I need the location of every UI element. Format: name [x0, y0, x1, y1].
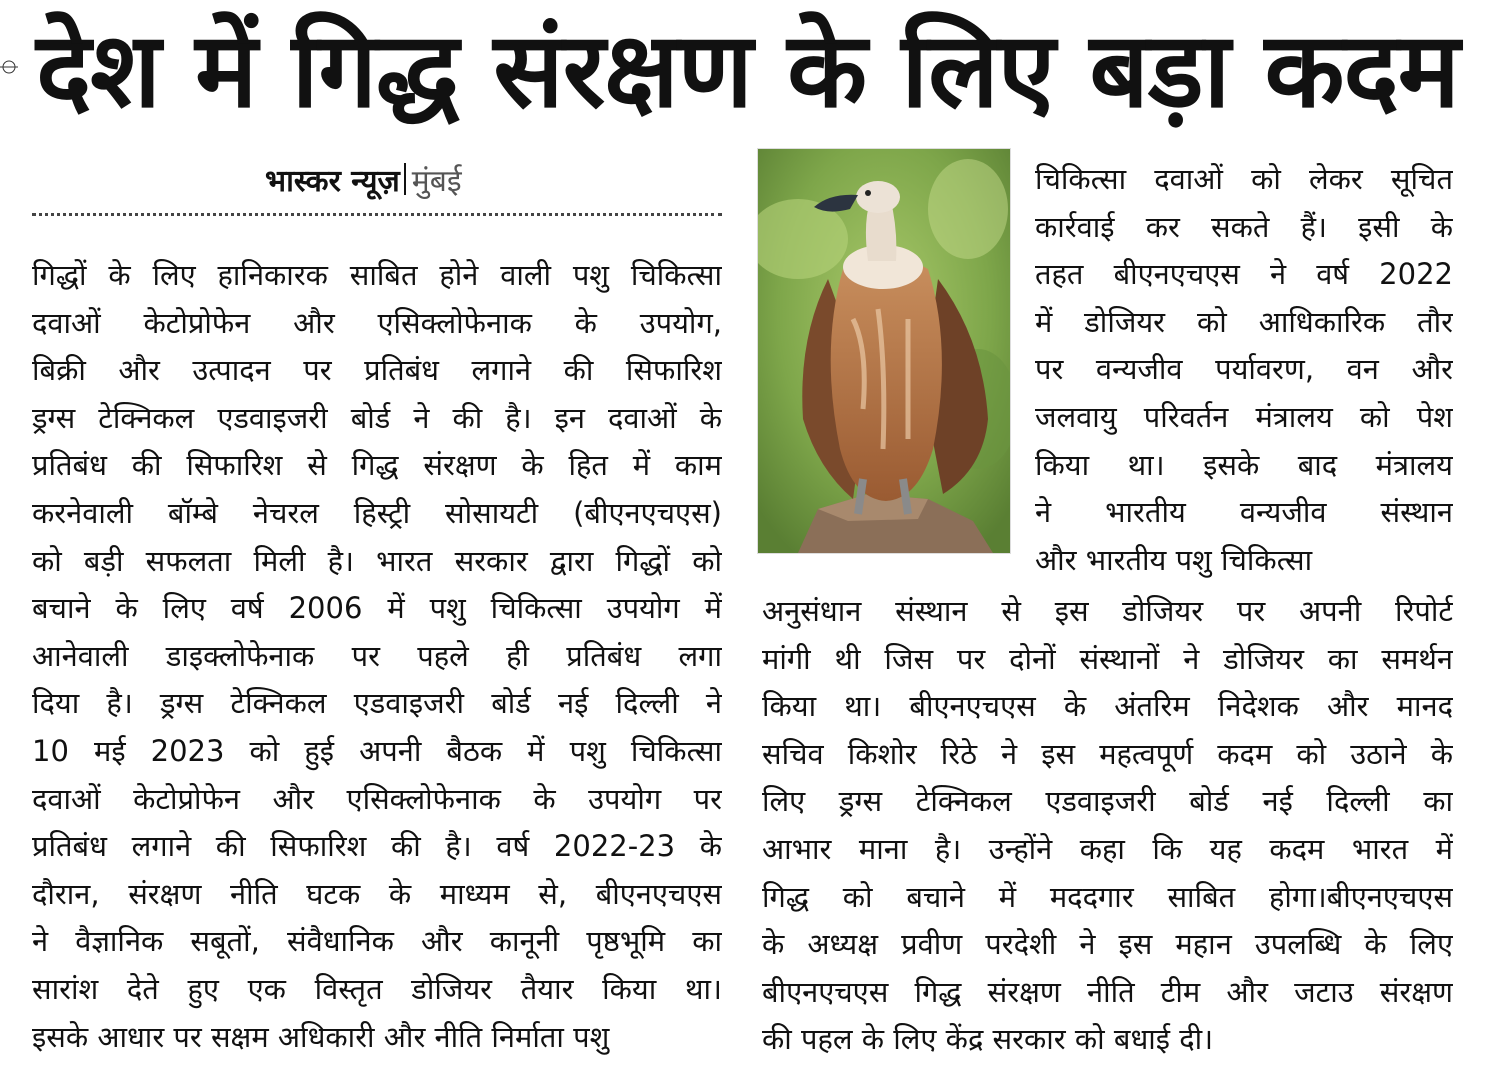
text-line	[32, 871, 722, 919]
text-line	[1035, 394, 1453, 442]
headline: देश में गिद्ध संरक्षण के लिए बड़ा कदम	[36, 9, 1459, 131]
text-line-content: ने भारतीय वन्यजीव संस्थान	[1035, 495, 1453, 530]
vulture-photo	[757, 148, 1011, 554]
text-line-content: आभार माना है। उन्होंने कहा कि यह कदम भारत में	[762, 831, 1453, 866]
byline-agency: भास्कर न्यूज़	[265, 164, 400, 199]
article-column-right-top	[1035, 156, 1453, 584]
text-line	[32, 347, 722, 395]
byline-separator	[404, 163, 406, 195]
vulture-illustration	[758, 149, 1010, 553]
text-line	[1035, 489, 1453, 537]
text-line-content: इसके आधार पर सक्षम अधिकारी और नीति निर्माता पशु	[32, 1019, 610, 1054]
text-line	[762, 874, 1453, 922]
text-line-content: बीएनएचएस गिद्ध संरक्षण नीति टीम और जटाउ संरक्षण	[762, 974, 1453, 1009]
text-line-content: और भारतीय पशु चिकित्सा	[1035, 542, 1313, 577]
text-line-content: प्रतिबंध लगाने की सिफारिश की है। वर्ष 2022-23 के	[32, 829, 722, 864]
text-line-content: गिद्ध को बचाने में मददगार साबित होगा।बीएनएचएस	[762, 879, 1453, 914]
text-line-content: ड्रग्स टेक्निकल एडवाइजरी बोर्ड ने की है। इन दवाओं के	[32, 400, 722, 435]
text-line-content: चिकित्सा दवाओं को लेकर सूचित	[1035, 162, 1453, 196]
text-line-content: दवाओं केटोप्रोफेन और एसिक्लोफेनाक के उपयोग पर	[32, 781, 722, 816]
text-line	[1035, 442, 1453, 490]
text-line	[32, 1014, 722, 1062]
text-line-content: की पहल के लिए केंद्र सरकार को बधाई दी।	[762, 1022, 1214, 1057]
text-line-content: किया था। इसके बाद मंत्रालय	[1035, 447, 1453, 482]
text-line	[762, 1016, 1453, 1064]
text-line-content: कार्रवाई कर सकते हैं। इसी के	[1035, 209, 1453, 244]
text-line-content: ने वैज्ञानिक सबूतों, संवैधानिक और कानूनी पृष्ठभूमि का	[32, 924, 722, 959]
text-line-content: लिए ड्रग्स टेक्निकल एडवाइजरी बोर्ड नई दिल्ली का	[762, 784, 1453, 819]
text-line-content: बचाने के लिए वर्ष 2006 में पशु चिकित्सा उपयोग में	[32, 591, 722, 626]
text-line-content: के अध्यक्ष प्रवीण परदेशी ने इस महान उपलब्धि के लिए	[762, 927, 1453, 962]
byline-city: मुंबई	[411, 164, 462, 199]
text-line	[32, 728, 722, 776]
text-line	[32, 823, 722, 871]
text-line	[1035, 299, 1453, 347]
text-line	[1035, 251, 1453, 299]
text-line	[762, 826, 1453, 874]
text-line	[32, 633, 722, 681]
text-line-content: दौरान, संरक्षण नीति घटक के माध्यम से, बीएनएचएस	[32, 876, 722, 911]
article-column-left	[32, 252, 722, 1061]
dotted-divider	[32, 213, 722, 216]
text-line-content: प्रतिबंध की सिफारिश से गिद्ध संरक्षण के हित में काम	[32, 448, 722, 483]
text-line	[1035, 537, 1453, 585]
text-line	[32, 966, 722, 1014]
text-line	[762, 588, 1453, 636]
text-line	[32, 918, 722, 966]
text-line-content: गिद्धों के लिए हानिकारक साबित होने वाली पशु चिकित्सा	[32, 258, 722, 292]
text-line-content: तहत बीएनएचएस ने वर्ष 2022	[1035, 257, 1453, 292]
text-line	[1035, 204, 1453, 252]
text-line	[32, 395, 722, 443]
text-line-content: को बड़ी सफलता मिली है। भारत सरकार द्वारा गिद्धों को	[32, 543, 722, 578]
text-line	[1035, 156, 1453, 204]
text-line-content: पर वन्यजीव पर्यावरण, वन और	[1035, 352, 1453, 387]
text-line	[32, 300, 722, 348]
text-line-content: दवाओं केटोप्रोफेन और एसिक्लोफेनाक के उपयोग,	[32, 305, 722, 340]
text-line	[32, 442, 722, 490]
text-line-content: 10 मई 2023 को हुई अपनी बैठक में पशु चिकित्सा	[32, 733, 722, 768]
text-line-content: आनेवाली डाइक्लोफेनाक पर पहले ही प्रतिबंध लगा	[32, 638, 722, 673]
text-line	[762, 778, 1453, 826]
text-line	[32, 680, 722, 728]
text-line-content: सचिव किशोर रिठे ने इस महत्वपूर्ण कदम को उठाने के	[762, 736, 1453, 771]
text-line	[32, 490, 722, 538]
text-line-content: मांगी थी जिस पर दोनों संस्थानों ने डोजियर का समर्थन	[762, 641, 1453, 676]
text-line	[762, 636, 1453, 684]
crop-mark-icon	[0, 58, 18, 76]
text-line	[32, 776, 722, 824]
byline	[265, 162, 462, 202]
text-line	[32, 585, 722, 633]
text-line	[762, 969, 1453, 1017]
article-column-right-bottom	[762, 588, 1453, 1064]
text-line	[762, 921, 1453, 969]
text-line-content: किया था। बीएनएचएस के अंतरिम निदेशक और मानद	[762, 689, 1453, 724]
text-line	[762, 731, 1453, 779]
text-line	[1035, 346, 1453, 394]
text-line-content: बिक्री और उत्पादन पर प्रतिबंध लगाने की सिफारिश	[32, 353, 722, 388]
text-line	[762, 683, 1453, 731]
text-line-content: सारांश देते हुए एक विस्तृत डोजियर तैयार किया था।	[32, 971, 722, 1006]
text-line-content: में डोजियर को आधिकारिक तौर	[1035, 304, 1453, 339]
text-line-content: करनेवाली बॉम्बे नेचरल हिस्ट्री सोसायटी (बीएनएचएस)	[32, 495, 722, 530]
text-line-content: अनुसंधान संस्थान से इस डोजियर पर अपनी रिपोर्ट	[762, 594, 1453, 628]
text-line	[32, 538, 722, 586]
text-line	[32, 252, 722, 300]
text-line-content: दिया है। ड्रग्स टेक्निकल एडवाइजरी बोर्ड नई दिल्ली ने	[32, 686, 722, 721]
text-line-content: जलवायु परिवर्तन मंत्रालय को पेश	[1035, 399, 1453, 434]
